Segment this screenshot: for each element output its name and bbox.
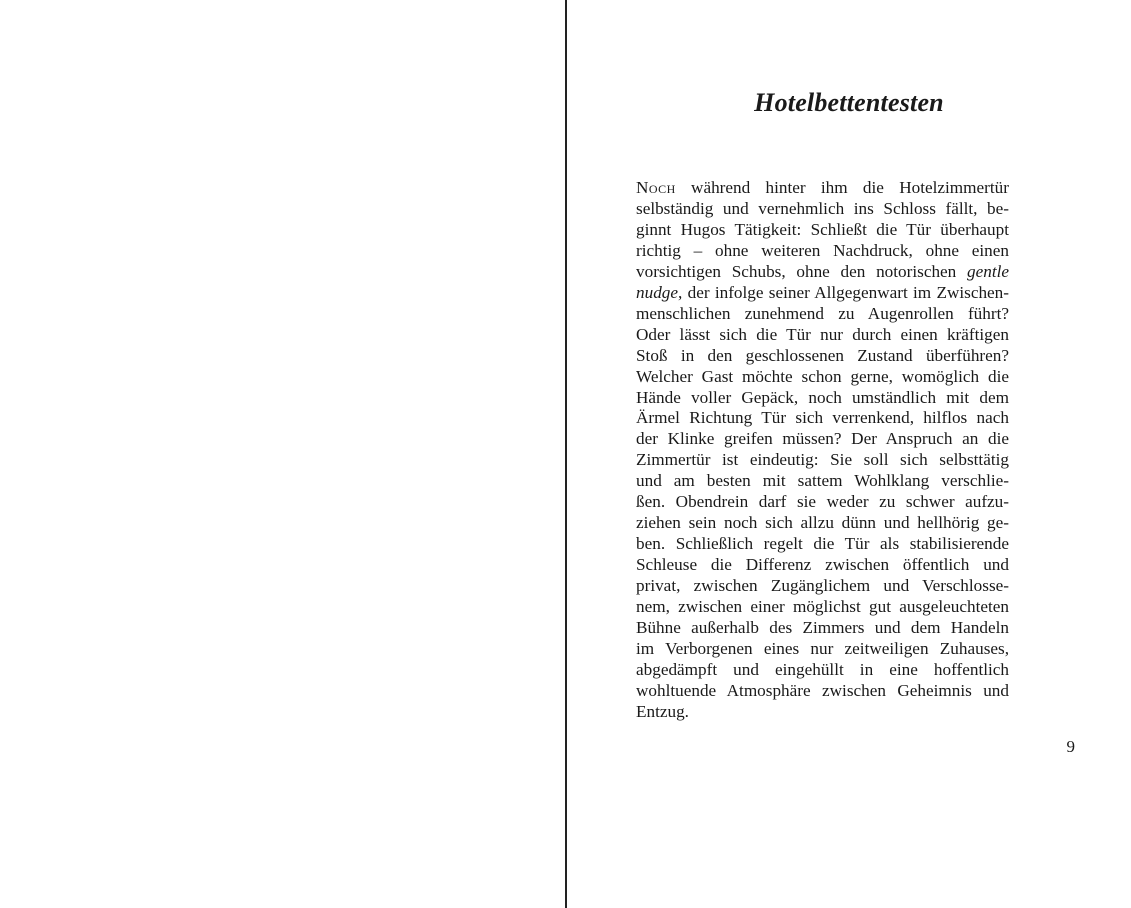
text-line: Hände voller Gepäck, noch umständlich mit dem xyxy=(636,387,1009,407)
first-word-smallcaps: Noch xyxy=(636,178,676,197)
text-line: menschlichen zunehmend zu Augenrollen führt? xyxy=(636,303,1009,323)
body-paragraph xyxy=(636,178,1009,723)
text-line: Schleuse die Differenz zwischen öffentlich und xyxy=(636,555,1009,575)
left-page-blank xyxy=(0,0,565,908)
text-line: Welcher Gast möchte schon gerne, womöglich die xyxy=(636,366,1009,386)
right-page xyxy=(567,0,1131,908)
chapter-title: Hotelbettentesten xyxy=(754,88,944,117)
text-line: Zimmertür ist eindeutig: Sie soll sich selbsttätig xyxy=(636,450,1009,470)
text-line: Entzug. xyxy=(636,701,689,721)
text-line: Stoß in den geschlossenen Zustand überführen? xyxy=(636,345,1009,365)
text-line: vorsichtigen Schubs, ohne den notorischen gentle xyxy=(636,261,1009,281)
text-line: abgedämpft und eingehüllt in eine hoffentlich xyxy=(636,659,1009,679)
text-line: im Verborgenen eines nur zeitweiligen Zuhauses, xyxy=(636,638,1009,658)
text-line: selbständig und vernehmlich ins Schloss fällt, be- xyxy=(636,198,1009,218)
text-line: ßen. Obendrein darf sie weder zu schwer aufzu- xyxy=(636,492,1009,512)
text-line: ziehen sein noch sich allzu dünn und hellhörig ge- xyxy=(636,513,1009,533)
text-line: richtig – ohne weiteren Nachdruck, ohne einen xyxy=(636,240,1009,260)
page-number: 9 xyxy=(1066,737,1075,756)
text-line: der Klinke greifen müssen? Der Anspruch an die xyxy=(636,429,1009,449)
text-line: und am besten mit sattem Wohlklang verschlie- xyxy=(636,471,1009,491)
text-line: nudge, der infolge seiner Allgegenwart im Zwischen- xyxy=(636,282,1009,302)
italic-term-gentle: gentle xyxy=(967,261,1009,281)
text-line: nem, zwischen einer möglichst gut ausgeleuchteten xyxy=(636,597,1009,617)
text-line: wohltuende Atmosphäre zwischen Geheimnis und xyxy=(636,680,1009,700)
text-line: Ärmel Richtung Tür sich verrenkend, hilflos nach xyxy=(636,408,1009,428)
text-line: Noch während hinter ihm die Hotelzimmertür xyxy=(636,178,1009,197)
italic-term-nudge: nudge xyxy=(636,282,679,302)
text-line: ben. Schließlich regelt die Tür als stabilisierende xyxy=(636,534,1009,554)
text-line: privat, zwischen Zugänglichem und Verschlosse- xyxy=(636,576,1009,596)
text-line: Bühne außerhalb des Zimmers und dem Handeln xyxy=(636,618,1009,638)
text-line: ginnt Hugos Tätigkeit: Schließt die Tür überhaupt xyxy=(636,219,1009,239)
text-line: Oder lässt sich die Tür nur durch einen kräftigen xyxy=(636,324,1009,344)
